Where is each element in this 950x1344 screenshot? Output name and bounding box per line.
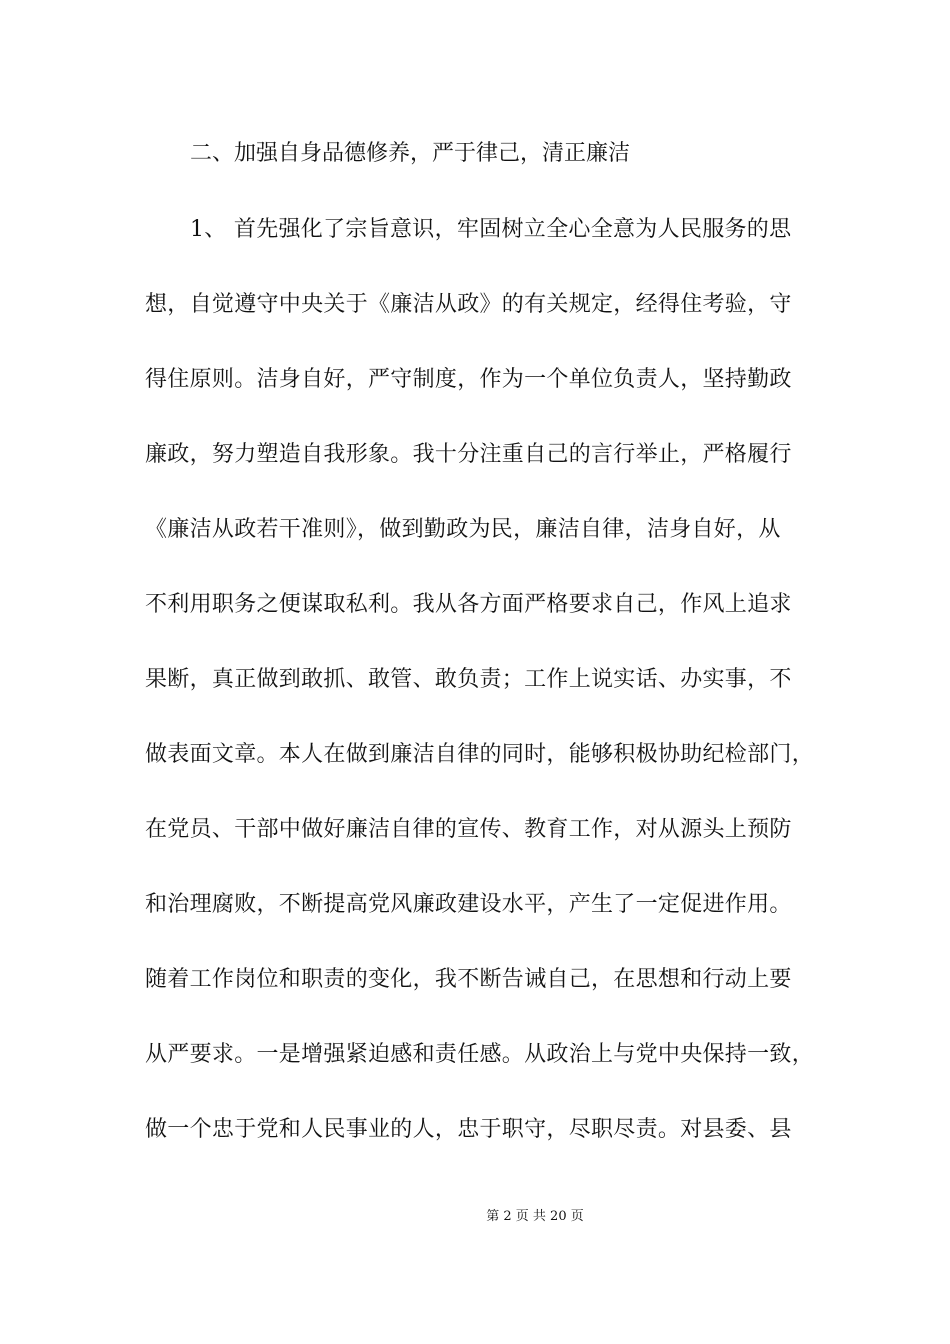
paragraph-line: 《廉洁从政若干准则》，做到勤政为民，廉洁自律，洁身自好，从 <box>145 517 781 542</box>
paragraph-line: 和治理腐败，不断提高党风廉政建设水平，产生了一定促进作用。 <box>145 892 792 917</box>
paragraph-line: 不利用职务之便谋取私利。我从各方面严格要求自己，作风上追求 <box>145 592 792 617</box>
paragraph-line: 果断，真正做到敢抓、敢管、敢负责；工作上说实话、办实事，不 <box>145 667 792 692</box>
paragraph-line: 在党员、干部中做好廉洁自律的宣传、教育工作，对从源头上预防 <box>145 817 792 842</box>
paragraph-line: 想，自觉遵守中央关于《廉洁从政》的有关规定，经得住考验，守 <box>145 292 792 317</box>
paragraph-line: 得住原则。洁身自好，严守制度，作为一个单位负责人，坚持勤政 <box>145 367 792 392</box>
page-number-footer: 第 2 页 共 20 页 <box>486 1209 584 1224</box>
paragraph-line: 从严要求。一是增强紧迫感和责任感。从政治上与党中央保持一致， <box>145 1042 815 1067</box>
paragraph-line: 做表面文章。本人在做到廉洁自律的同时，能够积极协助纪检部门， <box>145 742 815 767</box>
paragraph-line: 廉政，努力塑造自我形象。我十分注重自己的言行举止，严格履行 <box>145 442 792 467</box>
section-heading: 二、加强自身品德修养，严于律己，清正廉洁 <box>190 141 631 166</box>
paragraph-line: 随着工作岗位和职责的变化，我不断告诫自己，在思想和行动上要 <box>145 967 792 992</box>
paragraph-line: 1、 首先强化了宗旨意识，牢固树立全心全意为人民服务的思 <box>190 217 792 242</box>
paragraph-line: 做一个忠于党和人民事业的人，忠于职守，尽职尽责。对县委、县 <box>145 1117 792 1142</box>
